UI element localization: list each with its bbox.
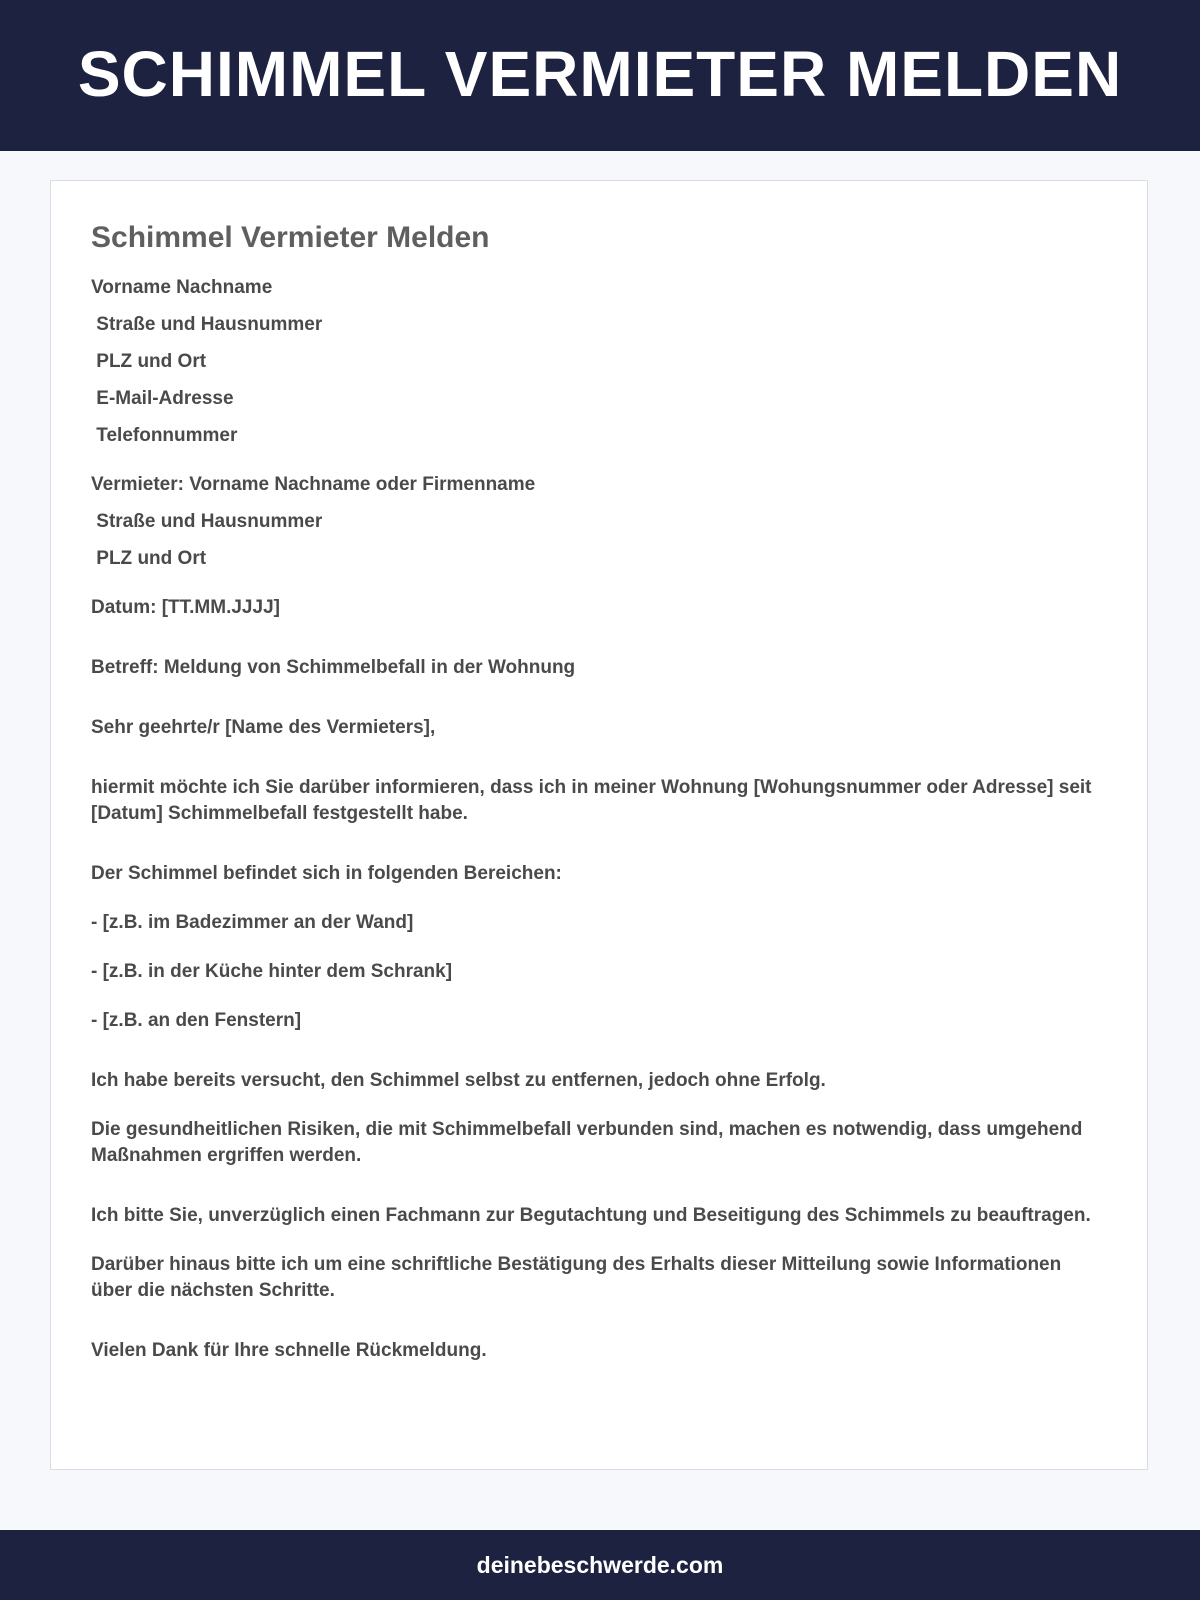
letter-date: Datum: [TT.MM.JJJJ]: [91, 597, 280, 618]
letter-confirmation: Darüber hinaus bitte ich um eine schriftliche Bestätigung des Erhalts dieser Mitteilung sowie Informationen über die nächsten Schritte.: [91, 1254, 1062, 1301]
recipient-city: PLZ und Ort: [91, 548, 207, 569]
letter-attempt: Ich habe bereits versucht, den Schimmel selbst zu entfernen, jedoch ohne Erfolg.: [91, 1070, 826, 1091]
letter-subject: Betreff: Meldung von Schimmelbefall in der Wohnung: [91, 657, 576, 678]
letter-content: [91, 221, 1101, 1398]
area-item: - [z.B. im Badezimmer an der Wand]: [91, 912, 414, 933]
footer-site: deinebeschwerde.com: [476, 1551, 724, 1578]
recipient-street: Straße und Hausnummer: [91, 511, 323, 532]
sender-name: Vorname Nachname: [91, 277, 273, 298]
areas-intro: Der Schimmel befindet sich in folgenden Bereichen:: [91, 863, 562, 884]
letter-salutation: Sehr geehrte/r [Name des Vermieters],: [91, 717, 436, 738]
letter-intro: hiermit möchte ich Sie darüber informieren, dass ich in meiner Wohnung [Wohungsnummer oder Adresse] seit [Datum] Schimmelbefall festgestellt habe.: [91, 777, 1092, 824]
recipient-block: [91, 472, 1101, 572]
letter-risks: Die gesundheitlichen Risiken, die mit Schimmelbefall verbunden sind, machen es notwendig, dass umgehend Maßnahmen ergriffen werden.: [91, 1119, 1083, 1166]
page-footer: [0, 1530, 1200, 1600]
letter-card: [50, 180, 1148, 1470]
sender-email: E-Mail-Adresse: [91, 388, 234, 409]
area-item: - [z.B. in der Küche hinter dem Schrank]: [91, 961, 453, 982]
letter-title: Schimmel Vermieter Melden: [91, 221, 490, 254]
area-item: - [z.B. an den Fenstern]: [91, 1010, 302, 1031]
recipient-name: Vermieter: Vorname Nachname oder Firmenname: [91, 474, 536, 495]
sender-city: PLZ und Ort: [91, 351, 207, 372]
sender-block: [91, 275, 1101, 449]
page-banner-title: SCHIMMEL VERMIETER MELDEN: [77, 37, 1123, 110]
page-header: [0, 0, 1200, 151]
letter-thanks: Vielen Dank für Ihre schnelle Rückmeldung.: [91, 1340, 487, 1361]
sender-phone: Telefonnummer: [91, 425, 238, 446]
sender-street: Straße und Hausnummer: [91, 314, 323, 335]
letter-request: Ich bitte Sie, unverzüglich einen Fachmann zur Begutachtung und Beseitigung des Schimmels zu beauftragen.: [91, 1205, 1091, 1226]
